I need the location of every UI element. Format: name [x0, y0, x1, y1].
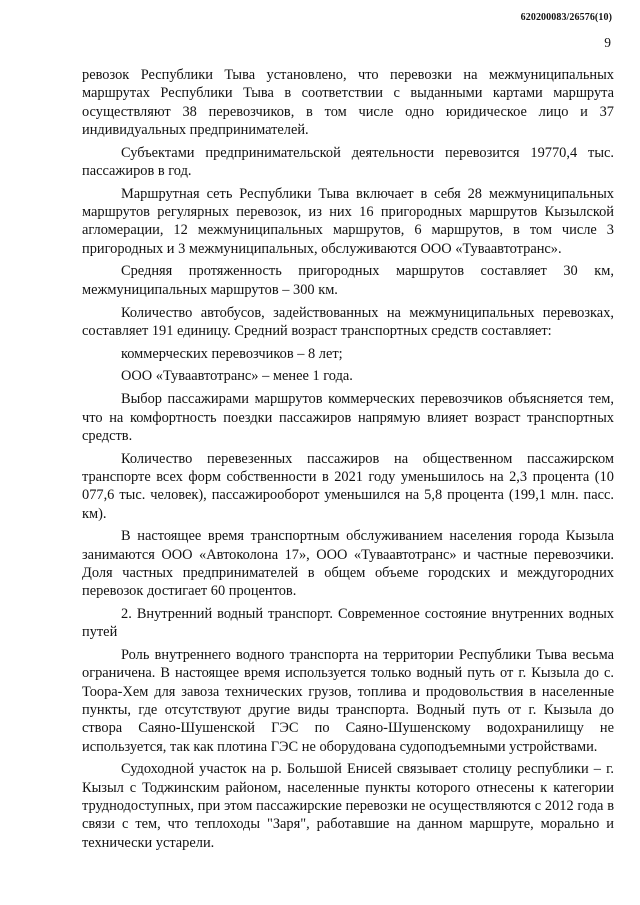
paragraph: Количество автобусов, задействованных на межмуниципальных перевозках, составляет 191 единицу. Средний возраст транспортных средств составляет:	[82, 304, 614, 339]
paragraph: Маршрутная сеть Республики Тыва включает в себя 28 межмуниципальных маршрутов регулярных перевозок, из них 16 пригородных маршрутов Кызылской агломерации, 12 межмуниципальных маршрутов, 6 маршрутов, в том числе 3 пригородных и 3 межмуниципальных, обслуживаются ООО «Туваавтотранс».	[82, 185, 614, 257]
paragraph: Количество перевезенных пассажиров на общественном пассажирском транспорте всех форм собственности в 2021 году уменьшилось на 2,3 процента (10 077,6 тыс. человек), пассажирооборот уменьшился на 5,8 процента (199,1 млн. пасс. км).	[82, 450, 614, 522]
paragraph: Средняя протяженность пригородных маршрутов составляет 30 км, межмуниципальных маршрутов – 300 км.	[82, 263, 614, 298]
body-text	[82, 66, 614, 856]
paragraph: коммерческих перевозчиков – 8 лет;	[121, 345, 343, 362]
paragraph: Роль внутреннего водного транспорта на территории Республики Тыва весьма ограничена. В настоящее время используется только водный путь от г. Кызыла до с. Тоора-Хем для завоза технических грузов, топлива и продовольствия в населенные пункты, где отсутствуют другие виды транспорта. Водный путь от г. Кызыла до створа Саяно-Шушенской ГЭС по Саяно-Шушенскому водохранилищу не используется, так как плотина ГЭС не оборудована судоподъемными устройствами.	[82, 647, 614, 755]
paragraph: Выбор пассажирами маршрутов коммерческих перевозчиков объясняется тем, что на комфортность поездки пассажиров напрямую влияет возраст транспортных средств.	[82, 391, 614, 444]
section-heading: 2. Внутренний водный транспорт. Современное состояние внутренних водных путей	[82, 606, 614, 641]
paragraph: В настоящее время транспортным обслуживанием населения города Кызыла занимаются ООО «Автоколона 17», ООО «Туваавтотранс» и частные перевозчики. Доля частных предпринимателей в общем объеме городских и междугородних перевозок достигает 60 процентов.	[82, 528, 614, 600]
paragraph: ревозок Республики Тыва установлено, что перевозки на межмуниципальных маршрутах Республики Тыва в соответствии с выданными картами маршрута осуществляют 38 перевозчиков, в том числе одно юридическое лицо и 37 индивидуальных предпринимателей.	[82, 67, 614, 138]
paragraph: Субъектами предпринимательской деятельности перевозится 19770,4 тыс. пассажиров в год.	[82, 144, 614, 179]
document-code: 620200083/26576(10)	[520, 12, 612, 23]
page-number: 9	[604, 35, 611, 50]
paragraph: Судоходной участок на р. Большой Енисей связывает столицу республики – г. Кызыл с Тоджинским районом, населенные пункты которого отнесены к категории труднодоступных, при этом пассажирские перевозки не осуществляются с 2012 года в связи с тем, что теплоходы "Заря", работавшие на данном маршруте, морально и технически устарели.	[82, 761, 614, 851]
paragraph: ООО «Туваавтотранс» – менее 1 года.	[121, 368, 353, 385]
